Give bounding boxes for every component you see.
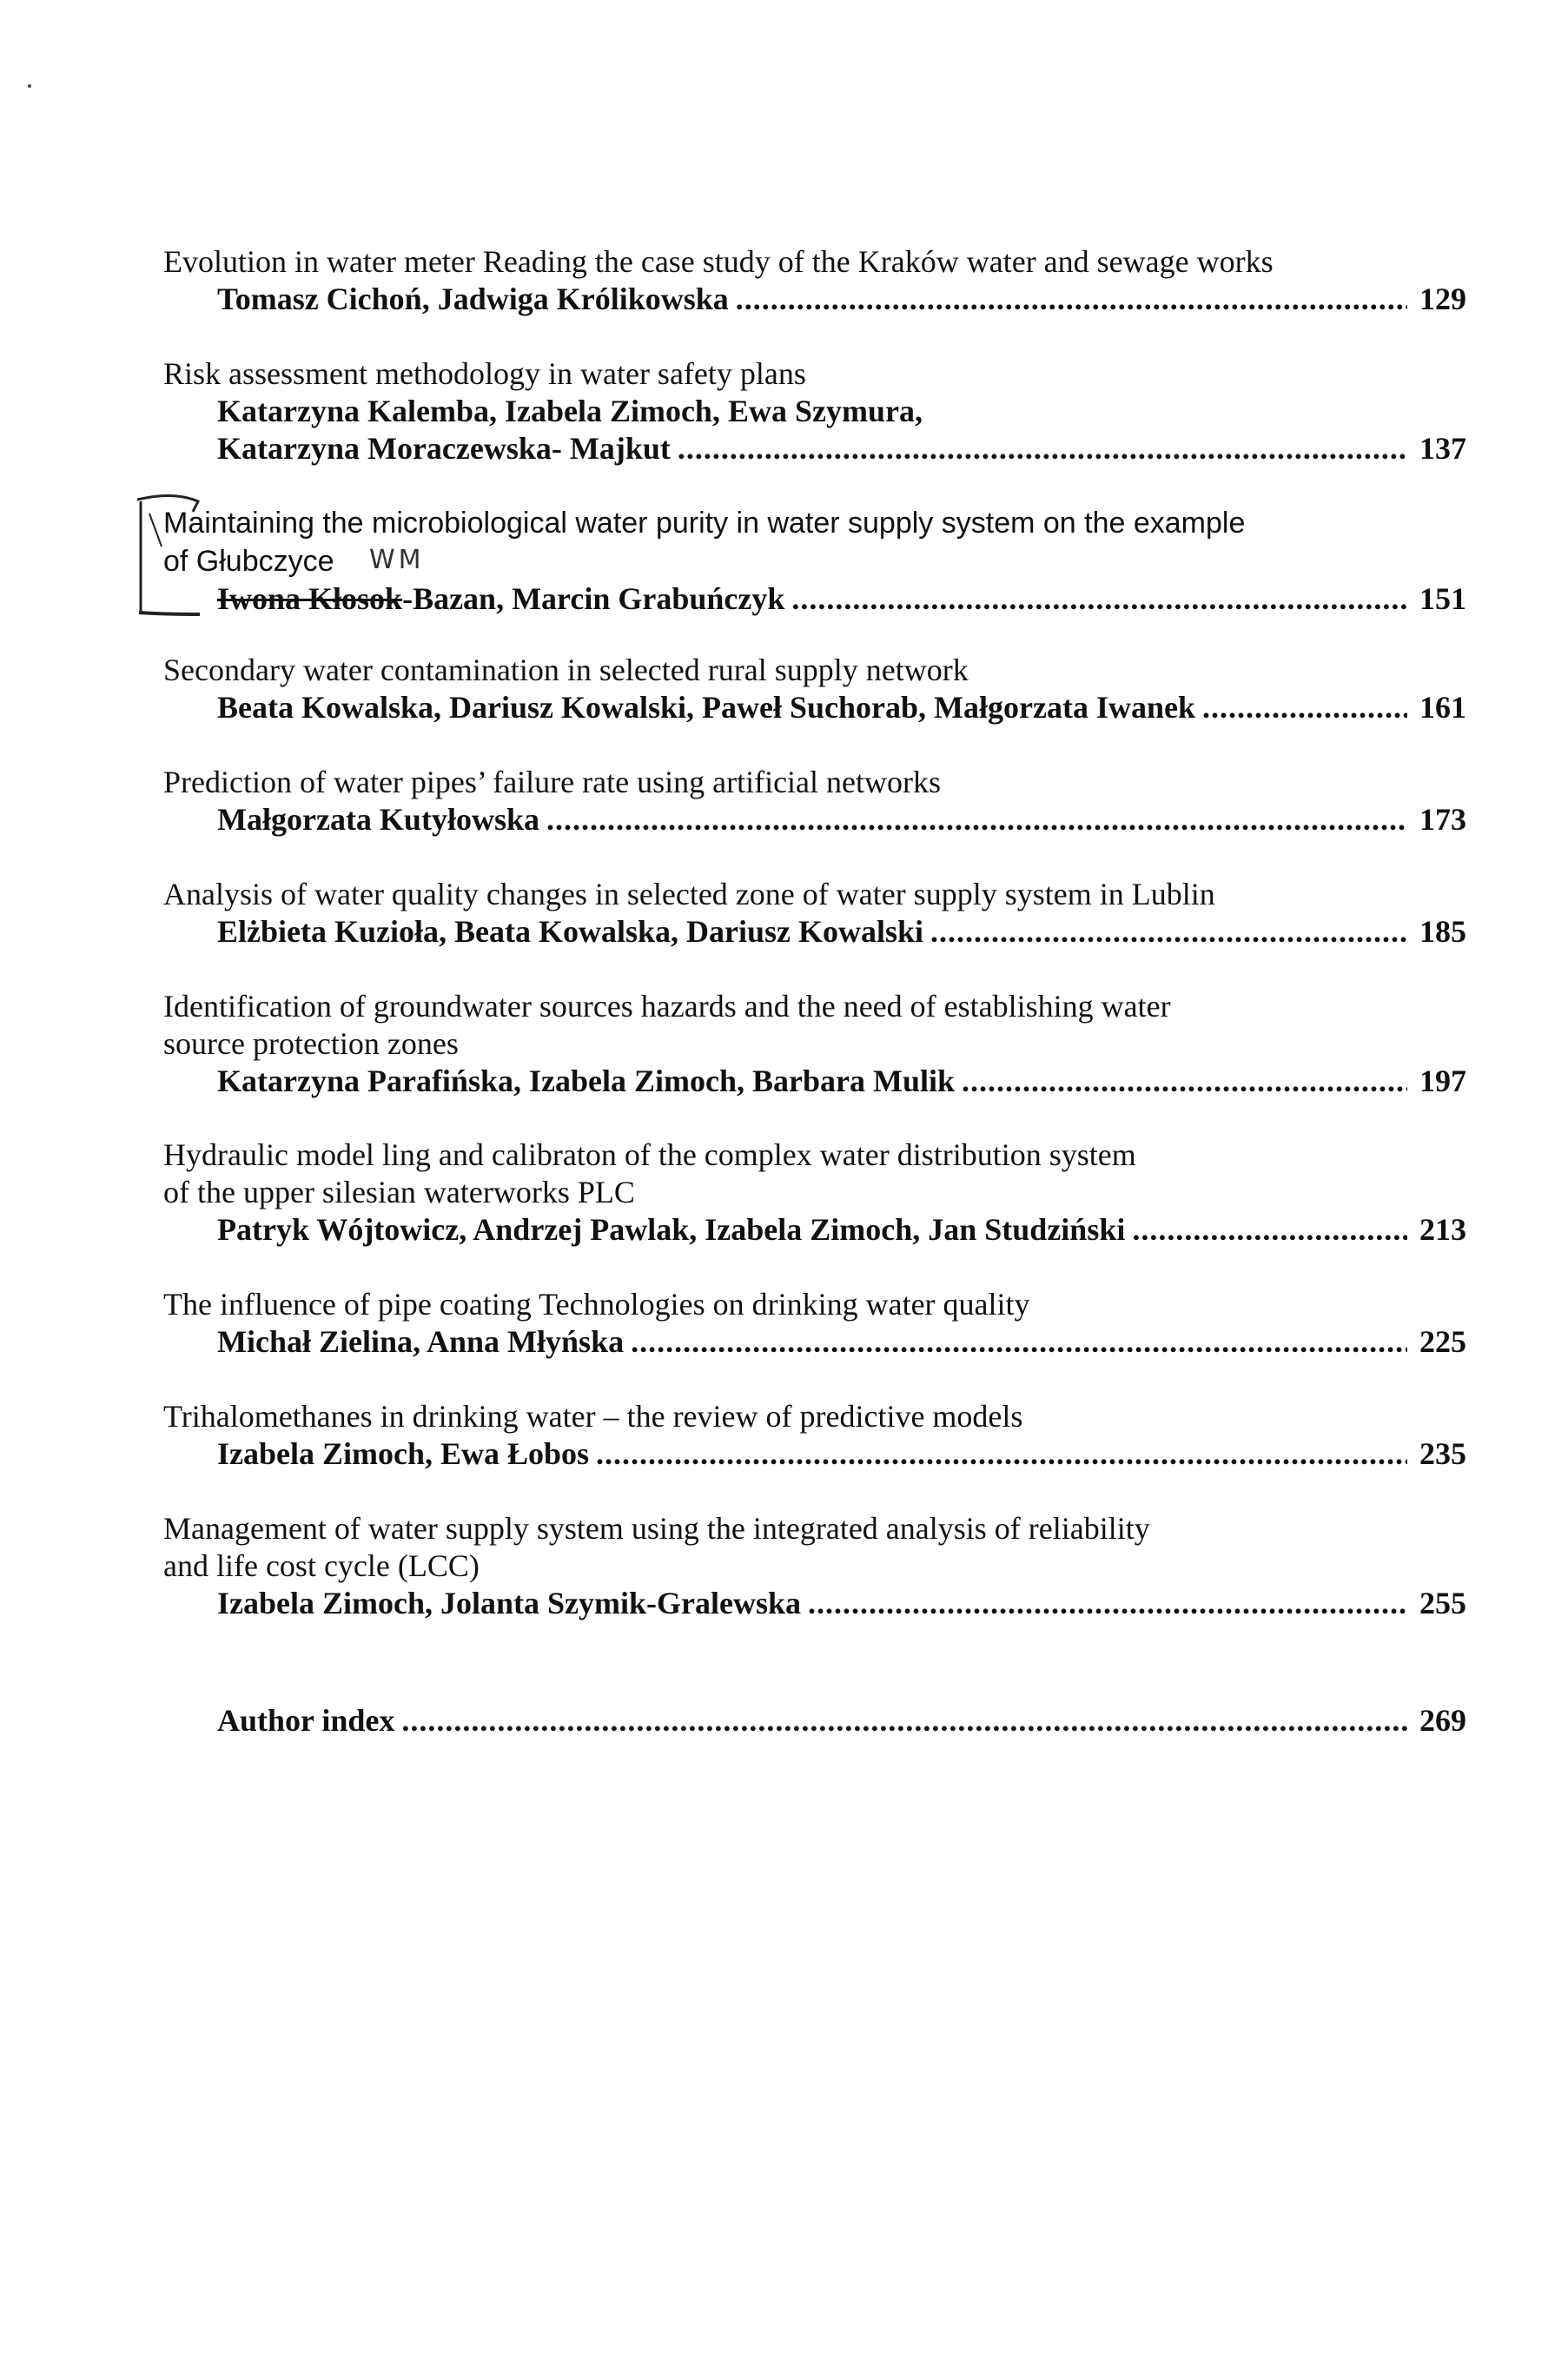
leader-dots — [930, 913, 1407, 951]
entry-page-number: 173 — [1419, 802, 1466, 837]
leader-dots — [596, 1435, 1407, 1473]
entry-authors: Tomasz Cichoń, Jadwiga Królikowska — [217, 282, 729, 316]
entry-authors-row — [217, 689, 1466, 726]
leader-dots — [401, 1702, 1407, 1740]
toc-entry — [163, 652, 1466, 726]
entry-title: Evolution in water meter Reading the case study of the Kraków water and sewage works — [163, 244, 1274, 279]
entry-page-number: 129 — [1419, 282, 1466, 316]
leader-dots — [546, 801, 1407, 838]
entry-authors-row — [217, 1323, 1466, 1361]
entry-authors-row — [217, 1435, 1466, 1473]
entry-title: of Głubczyce — [163, 545, 334, 578]
entry-title: Secondary water contamination in selected rural supply network — [163, 653, 969, 687]
entry-title: Hydraulic model ling and calibraton of the complex water distribution system — [163, 1137, 1136, 1172]
leader-dots — [808, 1585, 1407, 1622]
entry-authors-row — [217, 430, 1466, 467]
entry-title: of the upper silesian waterworks PLC — [163, 1175, 635, 1209]
entry-authors: Katarzyna Parafińska, Izabela Zimoch, Barbara Mulik — [217, 1064, 955, 1098]
entry-title: Risk assessment methodology in water safety plans — [163, 356, 806, 391]
entry-authors-rest: -Bazan, Marcin Grabuńczyk — [402, 581, 785, 616]
toc-entry — [163, 355, 1466, 467]
entry-page-number: 197 — [1419, 1064, 1466, 1098]
entry-page-number: 225 — [1419, 1324, 1466, 1359]
entry-page-number: 151 — [1419, 581, 1466, 616]
leader-dots — [1132, 1211, 1407, 1249]
struck-author-name: Iwona Kłosok — [217, 581, 403, 616]
toc-entry — [163, 504, 1466, 618]
entry-title: Trihalomethanes in drinking water – the review of predictive models — [163, 1399, 1023, 1434]
author-index-page-number: 269 — [1419, 1703, 1466, 1738]
toc-entry — [163, 1286, 1466, 1361]
entry-page-number: 255 — [1419, 1586, 1466, 1620]
leader-dots — [962, 1063, 1407, 1100]
entry-authors-row — [217, 1585, 1466, 1622]
stray-dot-mark — [28, 84, 31, 88]
entry-authors-row — [217, 1702, 1466, 1740]
toc-entry — [163, 1136, 1466, 1249]
toc-entry — [163, 988, 1466, 1100]
entry-authors-row — [217, 913, 1466, 951]
leader-dots — [736, 281, 1407, 318]
entry-authors — [217, 580, 784, 618]
entry-authors: Beata Kowalska, Dariusz Kowalski, Paweł Suchorab, Małgorzata Iwanek — [217, 690, 1196, 725]
toc-entry — [163, 764, 1466, 838]
entry-authors: Katarzyna Kalemba, Izabela Zimoch, Ewa Szymura, — [217, 394, 923, 428]
entry-authors: Patryk Wójtowicz, Andrzej Pawlak, Izabela Zimoch, Jan Studziński — [217, 1212, 1126, 1247]
entry-title: Maintaining the microbiological water purity in water supply system on the example — [163, 507, 1246, 540]
entry-authors-row — [217, 801, 1466, 838]
entry-authors: Izabela Zimoch, Jolanta Szymik-Gralewska — [217, 1586, 801, 1620]
entry-page-number: 235 — [1419, 1436, 1466, 1471]
entry-authors: Michał Zielina, Anna Młyńska — [217, 1324, 625, 1359]
leader-dots — [678, 430, 1407, 467]
entry-title: and life cost cycle (LCC) — [163, 1548, 480, 1583]
entry-title: source protection zones — [163, 1026, 459, 1061]
leader-dots — [1202, 689, 1407, 726]
entry-title: Analysis of water quality changes in selected zone of water supply system in Lublin — [163, 877, 1215, 911]
entry-page-number: 161 — [1419, 690, 1466, 725]
toc-entry — [163, 243, 1466, 318]
entry-authors: Katarzyna Moraczewska- Majkut — [217, 431, 671, 466]
entry-authors-row — [217, 580, 1466, 618]
toc-entry — [163, 1510, 1466, 1622]
entry-authors: Elżbieta Kuzioła, Beata Kowalska, Dariusz Kowalski — [217, 914, 924, 949]
author-index-entry — [163, 1702, 1466, 1740]
handwritten-initials: WM — [369, 545, 425, 575]
toc-entry — [163, 1398, 1466, 1473]
entry-authors-row — [217, 281, 1466, 318]
leader-dots — [631, 1323, 1407, 1361]
entry-page-number: 185 — [1419, 914, 1466, 949]
leader-dots — [791, 580, 1407, 618]
entry-title: Management of water supply system using the integrated analysis of reliability — [163, 1511, 1150, 1546]
entry-title: Identification of groundwater sources hazards and the need of establishing water — [163, 989, 1171, 1024]
author-index-label: Author index — [217, 1703, 395, 1738]
entry-title: Prediction of water pipes’ failure rate using artificial networks — [163, 765, 942, 799]
entry-authors-row — [217, 1063, 1466, 1100]
entry-authors-row — [217, 1211, 1466, 1249]
entry-title: The influence of pipe coating Technologies on drinking water quality — [163, 1287, 1030, 1322]
entry-page-number: 213 — [1419, 1212, 1466, 1247]
entry-authors: Izabela Zimoch, Ewa Łobos — [217, 1436, 590, 1471]
entry-authors: Małgorzata Kutyłowska — [217, 802, 539, 837]
toc-entry — [163, 876, 1466, 951]
entry-page-number: 137 — [1419, 431, 1466, 466]
